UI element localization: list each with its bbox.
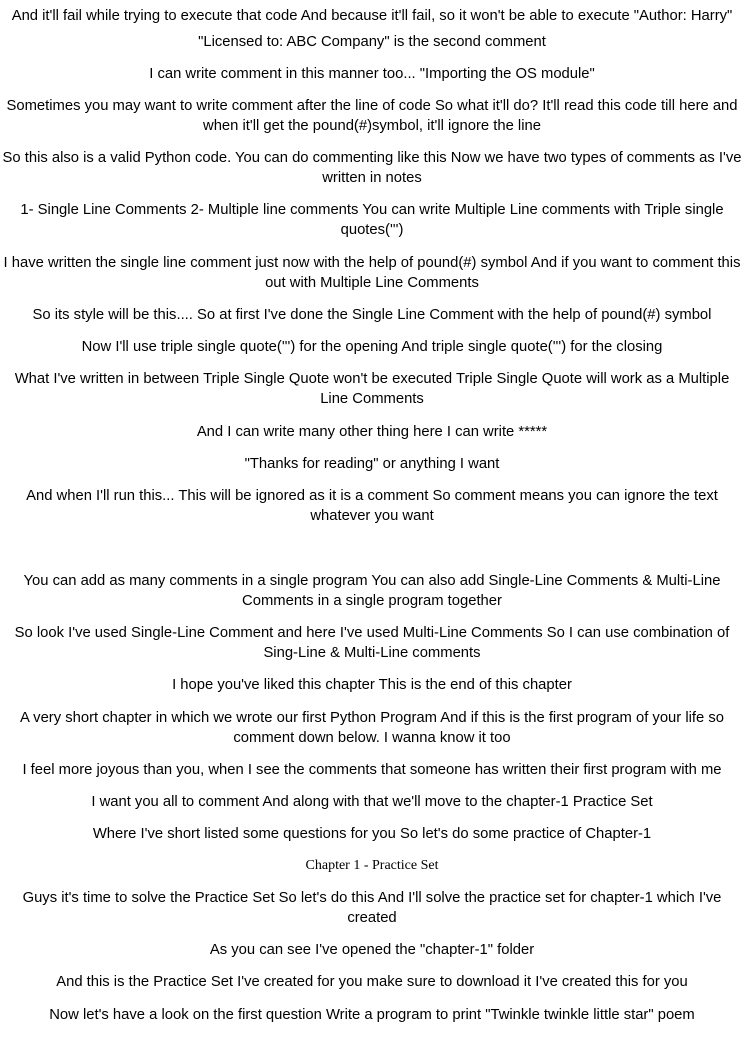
paragraph: As you can see I've opened the "chapter-1" folder xyxy=(209,942,535,958)
paragraph: And I can write many other thing here I can write ***** xyxy=(196,424,548,440)
paragraph: A very short chapter in which we wrote our first Python Program And if this is the first program of your life so comment down below. I wanna know it too xyxy=(20,710,724,746)
paragraph: And when I'll run this... This will be ignored as it is a comment So comment means you can ignore the text whatever you want xyxy=(26,488,718,524)
paragraph: 1- Single Line Comments 2- Multiple line comments You can write Multiple Line comments with Triple single quotes(''') xyxy=(20,202,724,238)
paragraph: Now I'll use triple single quote(''') for the opening And triple single quote(''') for the closing xyxy=(81,339,663,355)
paragraph: You can add as many comments in a single program You can also add Single-Line Comments & Multi-Line Comments in a single program together xyxy=(23,573,721,609)
paragraph: "Licensed to: ABC Company" is the second comment xyxy=(198,34,546,50)
paragraph: I hope you've liked this chapter This is the end of this chapter xyxy=(172,677,572,693)
paragraph: I feel more joyous than you, when I see the comments that someone has written their first program with me xyxy=(22,762,722,778)
section-heading: Chapter 1 - Practice Set xyxy=(305,858,439,873)
paragraph: Now let's have a look on the first question Write a program to print "Twinkle twinkle little star" poem xyxy=(49,1007,695,1023)
paragraph: Where I've short listed some questions for you So let's do some practice of Chapter-1 xyxy=(92,826,652,842)
paragraph: So this also is a valid Python code. You can do commenting like this Now we have two types of comments as I've written in notes xyxy=(2,150,742,186)
paragraph: So its style will be this.... So at first I've done the Single Line Comment with the help of pound(#) symbol xyxy=(32,307,712,323)
paragraph: I have written the single line comment just now with the help of pound(#) symbol And if you want to comment this out with Multiple Line Comments xyxy=(3,255,741,291)
paragraph: I can write comment in this manner too... "Importing the OS module" xyxy=(149,66,595,82)
paragraph: And this is the Practice Set I've created for you make sure to download it I've created this for you xyxy=(56,974,688,990)
paragraph: Guys it's time to solve the Practice Set So let's do this And I'll solve the practice set for chapter-1 which I've created xyxy=(22,890,722,926)
paragraph: So look I've used Single-Line Comment and here I've used Multi-Line Comments So I can use combination of Sing-Line & Multi-Line comments xyxy=(14,625,730,661)
paragraph: Sometimes you may want to write comment after the line of code So what it'll do? It'll read this code till here and when it'll get the pound(#)symbol, it'll ignore the line xyxy=(6,98,738,134)
paragraph: And it'll fail while trying to execute that code And because it'll fail, so it won't be able to execute "Author: Harry" xyxy=(11,8,733,24)
paragraph: I want you all to comment And along with that we'll move to the chapter-1 Practice Set xyxy=(91,794,653,810)
paragraph: What I've written in between Triple Single Quote won't be executed Triple Single Quote will work as a Multiple Line Comments xyxy=(14,371,730,407)
paragraph: "Thanks for reading" or anything I want xyxy=(244,456,500,472)
